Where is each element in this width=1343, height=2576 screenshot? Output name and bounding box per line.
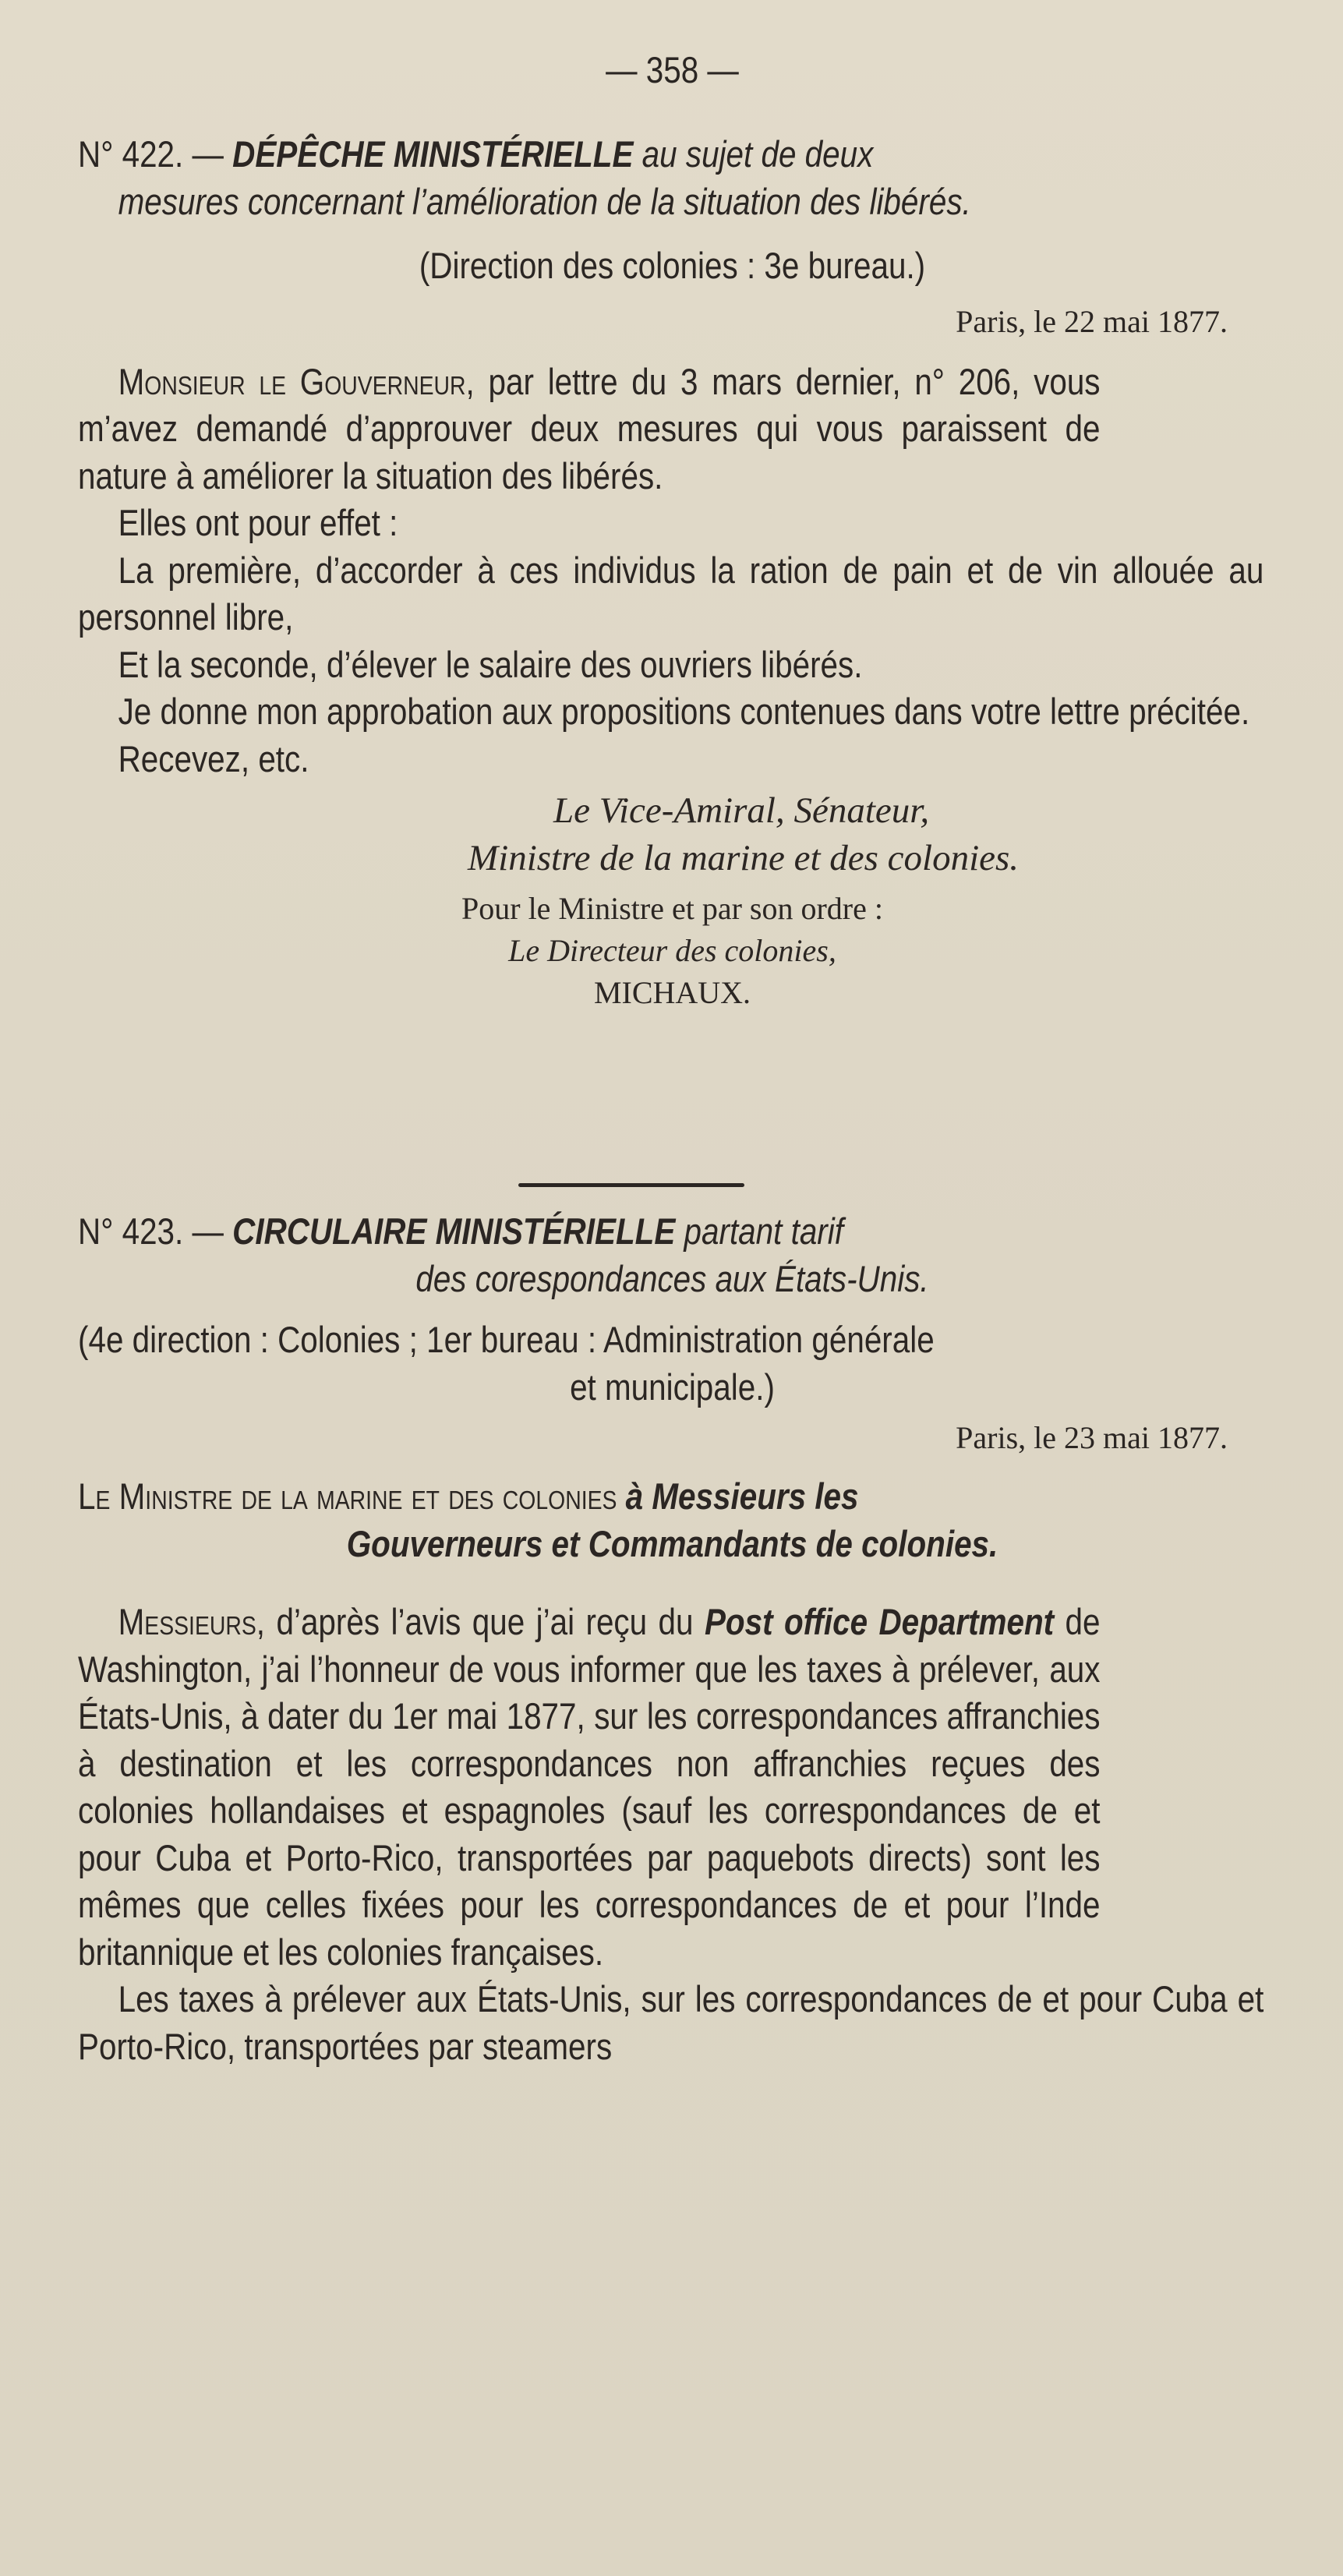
doc422-number: N° 422. —	[78, 133, 224, 175]
doc422-title-rest: au sujet de deux	[641, 133, 874, 175]
doc423-address	[78, 1473, 1263, 1521]
section-divider	[518, 1183, 744, 1187]
doc423-direction-1: (4e direction : Colonies ; 1er bureau : Administration générale	[78, 1319, 935, 1360]
doc422-signature-3: Pour le Ministre et par son ordre :	[461, 891, 883, 926]
doc422-heading-line2: mesures concernant l’amélioration de la situation des libérés.	[118, 180, 971, 222]
doc422-heading	[78, 131, 1263, 178]
doc422-signature-4: Le Directeur des colonies,	[508, 933, 836, 968]
doc422-signature-5: MICHAUX.	[593, 975, 751, 1010]
doc423-title-rest: partant tarif	[684, 1210, 843, 1252]
doc422-paragraph-5: Je donne mon approbation aux propositions contenues dans votre lettre précitée.	[118, 691, 1250, 732]
doc423-date: Paris, le 23 mai 1877.	[956, 1420, 1228, 1455]
doc422-salutation: Monsieur le Gouverneur,	[118, 360, 475, 402]
doc423-title: CIRCULAIRE MINISTÉRIELLE	[232, 1210, 676, 1252]
doc423-address-sender: Le Ministre de la marine et des colonies	[78, 1475, 617, 1517]
document-423	[78, 1208, 1267, 2070]
doc423-paragraph-1-a: d’après l’avis que j’ai reçu du	[276, 1601, 694, 1642]
doc422-signature-2: Ministre de la marine et des colonies.	[468, 837, 1020, 878]
doc423-direction-2: et municipale.)	[570, 1366, 775, 1408]
doc422-paragraph-1-text: par lettre du 3 mars dernier, n° 206, vous m’avez demandé d’approuver deux mesures qui vous paraissent de nature à améliorer la situation des libérés.	[78, 360, 1101, 496]
doc422-paragraph-4: Et la seconde, d’élever le salaire des ouvriers libérés.	[118, 643, 863, 685]
doc422-signature-1: Le Vice-Amiral, Sénateur,	[553, 790, 930, 831]
doc423-address-line2: Gouverneurs et Commandants de colonies.	[346, 1522, 998, 1564]
doc423-paragraph-2: Les taxes à prélever aux États-Unis, sur les correspondances de et pour Cuba et Porto-Rico, transportées par steamers	[78, 1978, 1264, 2067]
doc423-paragraph-1-b: de Washington, j’ai l’honneur de vous informer que les taxes à prélever, aux États-Unis, à dater du 1er mai 1877, sur les correspondances affranchies à destination et les correspondances non affranchies reçues des colonies hollandaises et espagnoles (sauf les correspondances de et pour Cuba et Porto-Rico, transportées par paquebots directs) sont les mêmes que celles fixées pour les correspondances de et pour l’Inde britannique et les colonies françaises.	[78, 1601, 1101, 1973]
doc422-paragraph-2: Elles ont pour effet :	[118, 502, 398, 543]
doc422-paragraph-1	[78, 359, 1101, 500]
document-422	[78, 131, 1267, 1014]
doc423-address-recipients: à Messieurs les	[625, 1475, 859, 1517]
doc423-paragraph-1	[78, 1599, 1101, 1976]
doc422-direction: (Direction des colonies : 3e bureau.)	[419, 245, 926, 286]
doc422-paragraph-3: La première, d’accorder à ces individus la ration de pain et de vin allouée au personnel libre,	[78, 549, 1264, 638]
doc422-closing: Recevez, etc.	[118, 737, 309, 779]
doc423-salutation: Messieurs,	[118, 1601, 266, 1642]
doc423-number: N° 423. —	[78, 1210, 224, 1252]
doc423-heading	[78, 1208, 1263, 1256]
doc423-paragraph-1-italic: Post office Department	[704, 1601, 1055, 1642]
page-number: — 358 —	[606, 49, 739, 90]
doc422-date: Paris, le 22 mai 1877.	[956, 303, 1228, 339]
doc423-heading-line2: des corespondances aux États-Unis.	[415, 1257, 929, 1299]
doc422-title: DÉPÊCHE MINISTÉRIELLE	[232, 133, 634, 175]
